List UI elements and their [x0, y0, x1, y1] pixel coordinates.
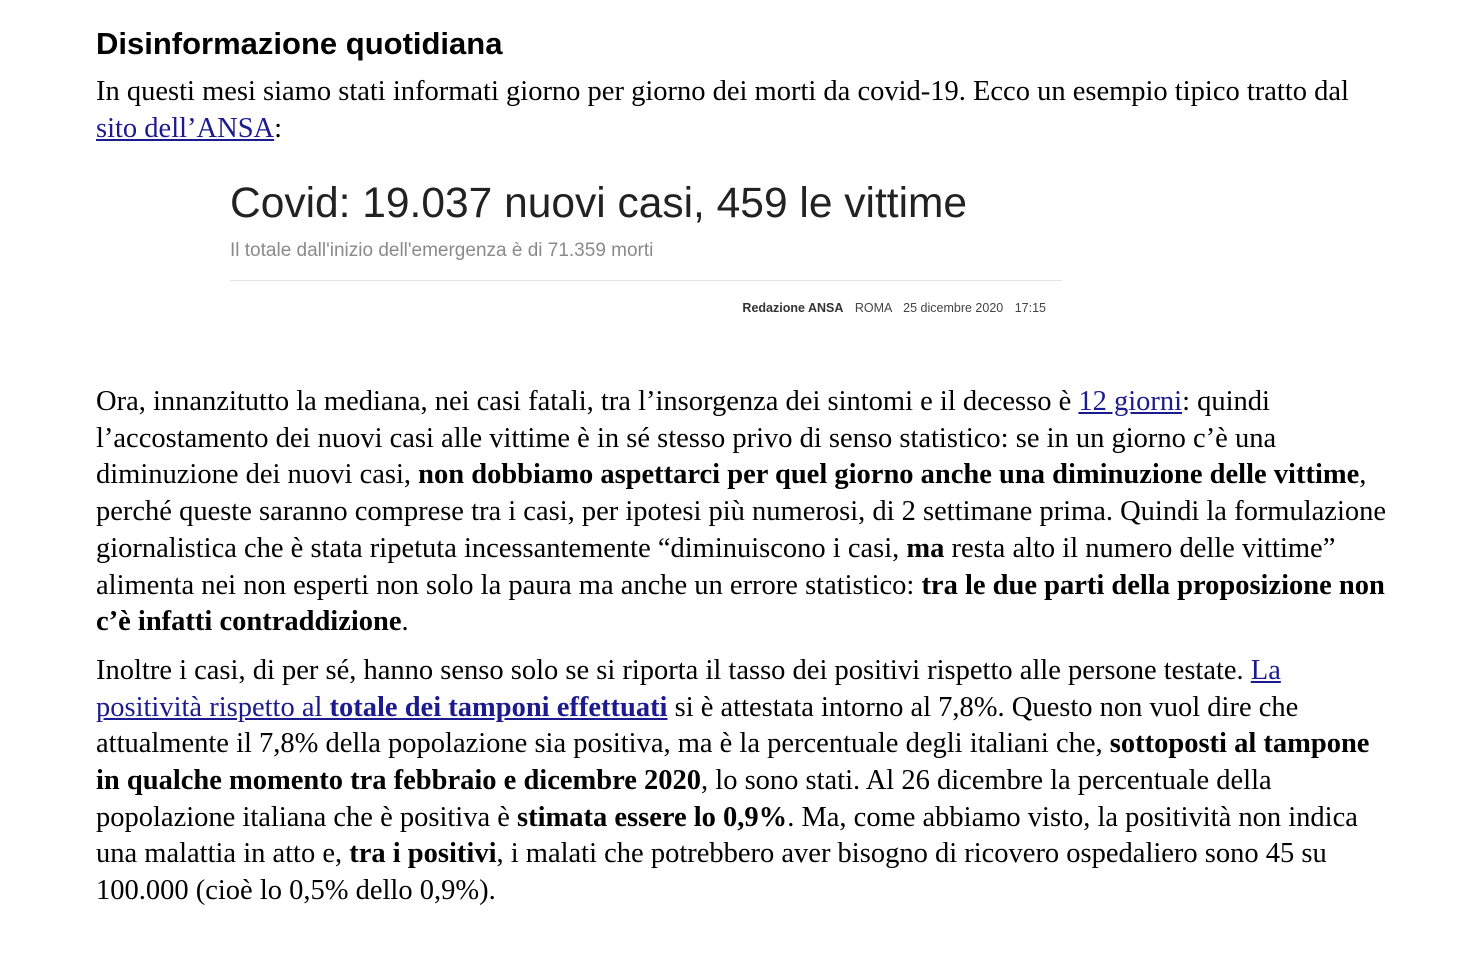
intro-text: In questi mesi siamo stati informati giorno per giorno dei morti da covid-19. Ecco un esempio tipico tratto dal [96, 76, 1349, 107]
link-text: La positività rispetto al [96, 654, 1281, 723]
ansa-byline [230, 299, 1046, 317]
intro-paragraph [96, 74, 1386, 147]
bold-run: ma [906, 532, 945, 564]
text-run: , perché queste saranno comprese tra i casi, per ipotesi più numerosi, di 2 settimane prima. Quindi la formulazione giornalistica che è stata ripetuta incessantemente “diminuiscono i casi, [96, 459, 1387, 564]
ansa-date: 25 dicembre 2020 [903, 301, 1004, 315]
ansa-place: ROMA [854, 301, 892, 315]
text-run: . [401, 606, 409, 638]
link-bold-text: totale dei tamponi effettuati [329, 691, 668, 723]
page-title: Disinformazione quotidiana [96, 26, 503, 61]
text-run: , lo sono stati. Al 26 dicembre la percentuale della popolazione italiana che è positiva è [96, 765, 1272, 833]
bold-run: non dobbiamo aspettarci per quel giorno anche una diminuzione delle vittime [418, 459, 1360, 491]
text-run: si è attestata intorno al 7,8%. Questo non vuol dire che attualmente il 7,8% della popolazione sia positiva, ma è la percentuale degli italiani che, [96, 691, 1299, 760]
ansa-title: Covid: 19.037 nuovi casi, 459 le vittime [230, 180, 968, 227]
paragraph-positivity [96, 653, 1386, 910]
ansa-headline-screenshot [230, 178, 1062, 328]
intro-colon: : [274, 112, 283, 144]
ansa-site-link[interactable]: sito dell’ANSA [96, 112, 275, 144]
bold-run: tra le due parti della proposizione non c’è infatti contraddizione [96, 569, 1385, 638]
text-run: . Ma, come abbiamo visto, la positività non indica una malattia in atto e, [96, 801, 1358, 870]
article [96, 22, 1386, 159]
ansa-subtitle: Il totale dall'inizio dell'emergenza è di 71.359 morti [230, 240, 654, 261]
bold-run: tra i positivi [349, 838, 497, 870]
article-body [96, 384, 1386, 922]
paragraph-median-delay [96, 384, 1386, 641]
text-run: : quindi l’accostamento dei nuovi casi alle vittime è in sé stesso privo di senso statistico: se in un giorno c’è una diminuzione dei nuovi casi, [96, 386, 1277, 491]
ansa-author: Redazione ANSA [742, 301, 844, 315]
median-12-days-link[interactable]: 12 giorni [1078, 386, 1183, 417]
text-run: Ora, innanzitutto la mediana, nei casi fatali, tra l’insorgenza dei sintomi e il decesso è [96, 386, 1079, 417]
bold-run: stimata essere lo 0,9% [517, 801, 788, 833]
ansa-divider [230, 280, 1062, 281]
text-run: resta alto il numero delle vittime” alimenta nei non esperti non solo la paura ma anche un errore statistico: [96, 532, 1336, 601]
text-run: Inoltre i casi, di per sé, hanno senso solo se si riporta il tasso dei positivi rispetto alle persone testate. [96, 654, 1251, 686]
ansa-time: 17:15 [1014, 301, 1046, 315]
text-run: , i malati che potrebbero aver bisogno di ricovero ospedaliero sono 45 su 100.000 (cioè lo 0,5% dello 0,9%). [96, 838, 1327, 907]
bold-run: sottoposti al tampone in qualche momento tra febbraio e dicembre 2020 [96, 728, 1370, 797]
